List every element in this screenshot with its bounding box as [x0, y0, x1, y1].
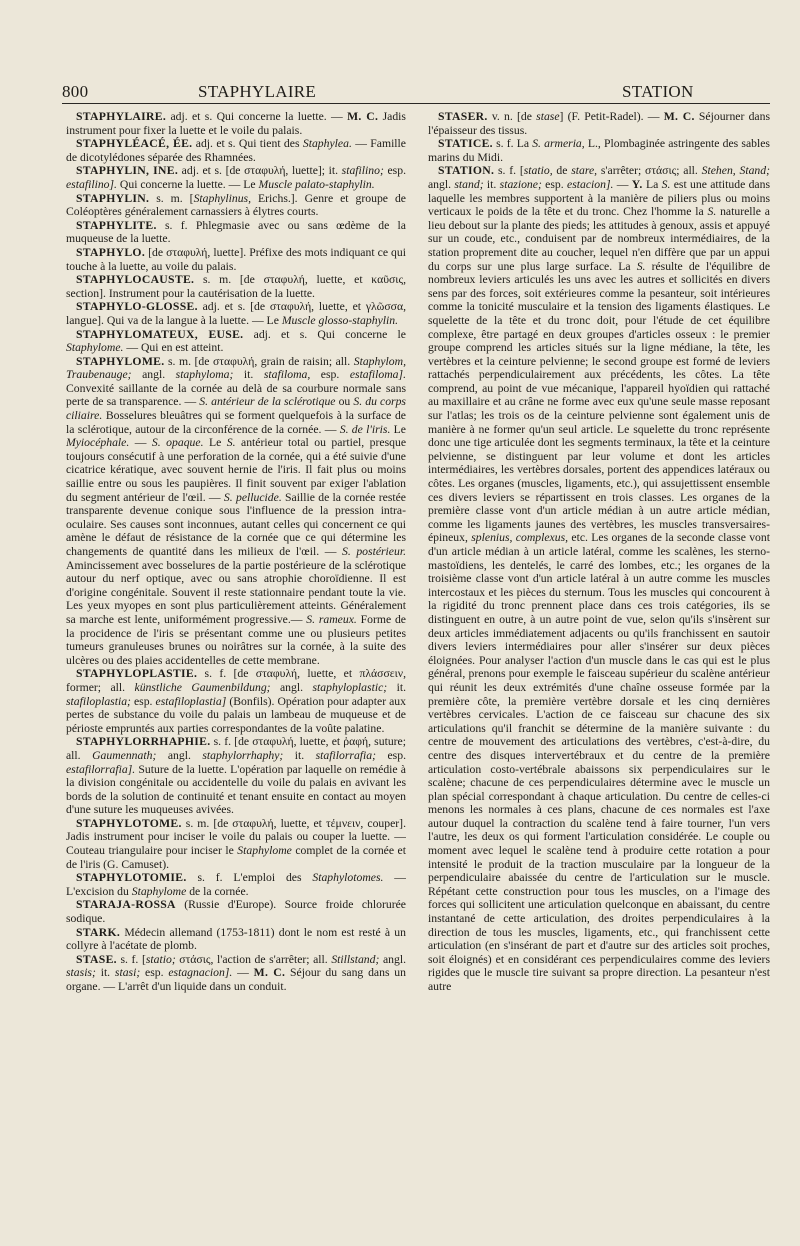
dictionary-entry: [66, 871, 406, 898]
dictionary-entry: [66, 735, 406, 817]
left-column: [66, 110, 406, 1226]
italic-text: statio,: [523, 164, 553, 178]
entry-text: [de σταφυλή, luette]. Préfixe des mots indiquant ce qui touche à la luette, au voile du palais.: [66, 245, 406, 273]
entry-text: Le: [390, 422, 406, 436]
italic-text: Stillstand;: [331, 952, 380, 966]
entry-text: esp.: [130, 694, 156, 708]
entry-text: La: [642, 177, 662, 191]
entry-text: s. m. [de σταφυλή, grain de raisin; all.: [164, 354, 354, 368]
italic-text: staphylorrhaphy;: [202, 748, 284, 762]
italic-text: estafiloma].: [349, 368, 406, 382]
italic-text: S. opaque.: [151, 436, 204, 450]
entry-headword: M. C.: [253, 966, 286, 980]
entry-text: naturelle a lieu debout sur la plante des pieds; les attitudes à genoux, assis et appuyé sur un coude, etc., conduisent par de nombreux intermédiaires, de la station proprement dite au coucher, lequel n'en diffère que par un appui du corps sur une plus large surface. La: [428, 205, 770, 273]
entry-text: s. f. [: [116, 952, 146, 966]
dictionary-entry: [66, 164, 406, 191]
entry-text: s'arrêter; στάσις; all.: [597, 164, 702, 178]
italic-text: Stehen, Stand;: [701, 164, 770, 178]
entry-headword: M. C.: [663, 110, 695, 123]
dictionary-entry: [66, 667, 406, 735]
entry-text: Saillie de la cornée restée transparente devenue conique sous l'influence de la pression intra-oculaire. Ses causes sont inconnues, autant celles qui concernent ce qui amène le défaut de résistance de la cornée que ce qui détermine les changements de quantité dans les milieux de l'œil. —: [66, 490, 406, 558]
entry-text: it.: [95, 966, 115, 980]
dictionary-entry: [66, 137, 406, 164]
entry-text: Forme de la procidence de l'iris se présentant comme une ou plusieurs petites tumeurs granuleuses brunes ou noirâtres sur la cornée, à la suite des ulcères ou des plaies accidentelles de cette membrane.: [66, 612, 406, 667]
entry-text: Le: [203, 436, 227, 450]
entry-text: v. n. [de: [487, 110, 537, 123]
entry-headword: STAPHYLOTOMIE.: [76, 871, 187, 885]
entry-text: ] (F. Petit-Radel). —: [559, 110, 664, 123]
entry-text: est une attitude dans laquelle les membres supportent à la manière de piliers plus ou moins verticaux le poids de la tête et du tronc. Chez l'homme la: [428, 177, 770, 219]
entry-text: Séjour du sang dans un organe. — L'arrêt d'un liquide dans un conduit.: [66, 966, 406, 993]
italic-text: S. de l'iris.: [339, 422, 391, 436]
entry-text: (Russie d'Europe). Source froide chlorurée sodique.: [66, 898, 406, 926]
entry-text: Séjourner dans l'épaisseur des tissus.: [428, 110, 770, 137]
entry-text: angl.: [131, 368, 176, 382]
entry-text: esp.: [310, 368, 350, 382]
entry-text: Médecin allemand (1753-1811) dont le nom est resté à un collyre à l'acétate de plomb.: [66, 925, 406, 953]
italic-text: stand;: [454, 177, 484, 191]
dictionary-entry: [66, 817, 406, 871]
italic-text: stazione;: [499, 177, 542, 191]
entry-text: s. f. [de σταφυλή, luette, et πλάσσειν, former; all.: [66, 667, 406, 694]
entry-text: adj. et s. [de σταφυλή, luette, et γλῶσσα, langue]. Qui va de la langue à la luette. — Le: [66, 300, 406, 327]
entry-text: antérieur total ou partiel, presque toujours consécutif à une perforation de la cornée, qui a été suivie d'une cicatrice kératique, avec souvent hernie de l'iris. Il fait plus ou moins saillie entre ou sous les paupières. Il finit souvent par exiger l'ablation du segment antérieur de l'œil. —: [66, 436, 406, 504]
italic-text: estagnacion].: [168, 966, 233, 980]
entry-text: Bosselures bleuâtres qui se forment quelquefois à la surface de la sclérotique, autour de la circonférence de la cornée. —: [66, 409, 406, 436]
entry-text: angl.: [270, 680, 313, 694]
italic-text: Muscle palato-staphylin.: [258, 177, 375, 191]
entry-headword: STARAJA-ROSSA: [76, 898, 176, 912]
entry-text: esp.: [140, 966, 169, 980]
dictionary-entry: [66, 328, 406, 355]
entry-text: esp.: [383, 164, 406, 178]
entry-text: —: [232, 966, 254, 980]
entry-headword: Y.: [631, 177, 643, 191]
entry-text: it.: [387, 680, 406, 694]
dictionary-entry: [66, 273, 406, 300]
italic-text: Myiocéphale.: [66, 436, 130, 450]
entry-text: adj. et s. Qui tient des: [192, 137, 303, 151]
dictionary-entry: [66, 355, 406, 668]
italic-text: stasi;: [114, 966, 141, 980]
entry-text: s. m. [de σταφυλή, luette, et τέμνειν, couper]. Jadis instrument pour inciser le voile du palais ou couper la luette. — Couteau triangulaire pour inciser le: [66, 816, 406, 858]
italic-text: stafiloplastia;: [66, 694, 131, 708]
italic-text: estafilorrafia].: [66, 762, 136, 776]
entry-text: —: [129, 436, 152, 450]
entry-text: Qui concerne la luette. — Le: [116, 177, 259, 191]
entry-headword: STAPHYLÉACÉ, ÉE.: [76, 137, 193, 151]
entry-text: de la cornée.: [186, 884, 249, 898]
italic-text: Muscle glosso-staphylin.: [281, 313, 399, 327]
dictionary-entry: [66, 192, 406, 219]
entry-headword: STAPHYLAIRE.: [76, 110, 167, 123]
entry-text: (Bonfils). Opération pour adapter aux pertes de substance du voile du palais un lambeau de muqueuse et de périoste empruntés aux parties correspondantes de la voûte palatine.: [66, 694, 406, 735]
entry-text: esp.: [376, 748, 406, 762]
entry-text: — Qui en est atteint.: [123, 341, 224, 355]
entry-headword: STAPHYLOTOME.: [76, 816, 182, 830]
italic-text: S.: [661, 177, 671, 191]
italic-text: Staphylom, Traubenauge;: [66, 354, 406, 382]
entry-text: Suture de la luette. L'opération par laquelle on remédie à la division congénitale ou accidentelle du voile du palais en avivant les bords de la solution de continuité et tenant ensuite en contact au moyen d'une suture les muqueuses avivées.: [66, 762, 406, 817]
entry-text: s. f. [de σταφυλή, luette, et ῥαφή, suture; all.: [66, 735, 406, 762]
entry-text: L., Plombaginée astringente des sables marins du Midi.: [428, 137, 770, 164]
dictionary-entry: [66, 926, 406, 953]
italic-text: Staphylea.: [302, 137, 352, 151]
dictionary-entry: [66, 898, 406, 925]
entry-headword: STAPHYLIN.: [76, 191, 150, 205]
entry-headword: STAPHYLOCAUSTE.: [76, 273, 195, 287]
italic-text: stare,: [571, 164, 598, 178]
dictionary-entry: [66, 219, 406, 246]
italic-text: splenius, complexus,: [471, 531, 569, 545]
italic-text: S. pellucide.: [223, 490, 282, 504]
italic-text: künstliche Gaumenbildung;: [134, 680, 271, 694]
entry-headword: STASE.: [76, 952, 117, 966]
entry-headword: STAPHYLOPLASTIE.: [76, 667, 198, 681]
left-running-title: STAPHYLAIRE: [198, 82, 317, 101]
italic-text: Gaumennath;: [92, 748, 157, 762]
dictionary-entry: [66, 110, 406, 137]
entry-headword: STATION.: [438, 164, 495, 178]
dictionary-entry: [428, 137, 770, 164]
entry-text: angl.: [379, 952, 406, 966]
entry-headword: STAPHYLIN, INE.: [76, 164, 179, 178]
entry-headword: STATICE.: [438, 137, 493, 151]
entry-headword: M. C.: [347, 110, 379, 123]
italic-text: Staphylome.: [66, 341, 124, 355]
italic-text: S. antérieur de la sclérotique: [199, 395, 336, 409]
italic-text: staphyloplastic;: [312, 680, 388, 694]
entry-headword: STAPHYLOME.: [76, 354, 165, 368]
italic-text: S. postérieur.: [341, 545, 406, 558]
entry-text: στάσις, l'action de s'arrêter; all.: [175, 952, 332, 966]
page-number: 800: [62, 82, 89, 101]
entry-headword: STAPHYLORRHAPHIE.: [76, 735, 211, 749]
entry-text: — Famille de dicotylédones séparée des Rhamnées.: [66, 137, 406, 164]
entry-headword: STAPHYLO-GLOSSE.: [76, 300, 198, 314]
italic-text: S.: [226, 436, 236, 450]
entry-text: s. f. La: [492, 137, 533, 151]
italic-text: stafilorrafia;: [315, 748, 377, 762]
entry-text: Erichs.]. Genre et groupe de Coléoptères généralement carnassiers à élytres courts.: [66, 191, 406, 219]
italic-text: S. rameux.: [306, 612, 357, 626]
entry-text: etc. Les organes de la seconde classe vont d'un article médian à un article latéral, comme les scalènes, les sterno-mastoïdiens, les dentelés, le carré des lombes, etc.; les organes de la troisième classe vont d'un article latéral à un autre comme les muscles intercostaux et les pièces du sternum. Tous les muscles qui concourent à la rigidité du tronc prennent place dans ces trois catégories, ils se distinguent en outre, à un autre point de vue, selon qu'ils s'insèrent sur deux articles immédiatement adjacents ou qu'ils franchissent en sautoir divers leviers intermédiaires pour aller s'insérer sur deux pièces éloignées. Pour analyser l'action d'un muscle dans le cas qui est le plus général, prenons pour exemple le faisceau supérieur du scalène antérieur qui réunit les deux extrémités d'une chaîne osseuse formée par la première côte, la première vertèbre dorsale et les cinq dernières vertèbres cervicales. L'action de ce faisceau sur chacune des six articulations qu'il franchit se détermine de la manière suivante : du centre de mouvement des articulations des vertèbres, c'est-à-dire, du centre des disques intervertébraux et du centre de la première articulation costo-vertébrale abaissons six perpendiculaires sur le scalène; chacune de ces perpendiculaires détermine avec le muscle un plan spécial correspondant à chaque articulation. Du centre de celles-ci menons les normales à ces plans, chacune de ces normales est l'axe autour duquel la contraction du scalène tend à faire tourner, l'un vers l'autre, les deux os qui forment l'articulation considérée. Le couple ou moment avec lequel le scalène tend à produire cette rotation a pour intensité le produit de la traction musculaire par la longueur de la perpendiculaire abaissée du centre de l'articulation sur le muscle. Répétant cette construction pour tous les muscles, on a l'image des forces qui sollicitent une articulation quelconque en abaissant, du centre instantané de cette articulation, des droites perpendiculaires à la direction de tous les muscles, ligaments, etc., qui franchissent cette articulation (en s'insérant de part et d'autre sur des articles soit proches, soit éloignés) et en considérant ces perpendiculaires comme des leviers rigides que le muscle tire suivant sa propre direction. La pesanteur n'est autre: [428, 531, 770, 993]
entry-text: it.: [233, 368, 264, 382]
entry-text: esp.: [541, 177, 568, 191]
entry-text: de: [552, 164, 572, 178]
italic-text: Staphylinus,: [193, 191, 252, 205]
italic-text: stafiloma,: [263, 368, 311, 382]
entry-text: it.: [283, 748, 316, 762]
entry-headword: STAPHYLO.: [76, 245, 146, 259]
entry-text: adj. et s. Qui concerne la luette. —: [166, 110, 348, 123]
entry-headword: STAPHYLITE.: [76, 218, 157, 232]
entry-text: angl.: [428, 177, 455, 191]
dictionary-entry: [66, 953, 406, 994]
italic-text: S. armeria,: [532, 137, 585, 151]
italic-text: stafilino;: [341, 164, 384, 178]
entry-text: s. f. [: [494, 164, 524, 178]
italic-text: estafiloplastia]: [155, 694, 227, 708]
italic-text: statio;: [145, 952, 176, 966]
italic-text: S.: [636, 259, 646, 273]
entry-text: s. f. L'emploi des: [186, 871, 313, 885]
entry-text: résulte de l'équilibre de nombreux leviers articulés les uns avec les autres et sollicités en divers sens par des forces, soit extérieures comme la pesanteur, soit intérieures comme la tonicité musculaire et la tension des ligaments élastiques. Le squelette de la tête et du tronc doit, pour l'étude de cet équilibre complexe, être partagé en deux groupes d'articles osseux : le premier groupe comprend les articles situés sur la ligne médiane, la tête, les vertèbres et la ceinture pelvienne; le second groupe est formé de leviers rattachés perpendiculairement aux précédents, les côtes. La tête comprend, au point de vue mécanique, l'appareil hyoïdien qui rattaché au maxillaire et au crâne ne forme avec eux qu'une seule masse reposant sur l'atlas; les trois os de la ceinture pelvienne sont également unis de manière à ne former qu'un seul article. Le squelette du tronc représente donc une tige articulée dont les segments terminaux, la tête et la ceinture pelvienne, se distinguent par leur volume et dont les articles intermédiaires, les vertèbres dorsales, portent des appendices latéraux ou côtes. Les organes (muscles, ligaments, etc.), qui assujettissent ensemble ces divers leviers se répartissent en trois classes. Les organes de la première classe vont d'un article médian à un autre article médian, comme les ligaments jaunes des vertèbres, les muscles transversaires-épineux,: [428, 259, 770, 545]
entry-headword: STAPHYLOMATEUX, EUSE.: [76, 327, 244, 341]
entry-text: angl.: [156, 748, 203, 762]
header-rule: [62, 103, 770, 104]
italic-text: stasis;: [66, 966, 96, 980]
entry-text: s. f. Phlegmasie avec ou sans œdème de la muqueuse de la luette.: [66, 218, 406, 246]
dictionary-entry: [66, 300, 406, 327]
dictionary-entry: [66, 246, 406, 273]
entry-headword: STARK.: [76, 925, 121, 939]
right-column: [428, 110, 770, 1226]
running-header: [62, 80, 772, 104]
italic-text: Staphylome: [131, 884, 187, 898]
italic-text: stase: [536, 110, 560, 123]
italic-text: estacion].: [567, 177, 614, 191]
italic-text: estafilino].: [66, 177, 117, 191]
entry-text: s. m. [: [149, 191, 194, 205]
entry-text: Jadis instrument pour fixer la luette et le voile du palais.: [66, 110, 406, 137]
italic-text: Staphylotomes.: [312, 871, 384, 885]
entry-headword: STASER.: [438, 110, 488, 123]
entry-text: —: [613, 177, 632, 191]
italic-text: Staphylome: [237, 844, 292, 858]
italic-text: S.: [707, 205, 717, 219]
dictionary-entry: [428, 164, 770, 993]
entry-text: it.: [483, 177, 500, 191]
italic-text: S. du corps ciliaire.: [66, 395, 406, 423]
entry-text: adj. et s. Qui concerne le: [243, 327, 406, 341]
entry-text: Amincissement avec bosselures de la partie postérieure de la sclérotique autour du nerf optique, avec ou sans atrophie choroïdienne. Il est d'origine congénitale. Souvent il reste stationnaire pendant toute la vie. Les yeux myopes en sont plus particulièrement atteints. Généralement sa marche est lente, uniformément progressive.—: [66, 558, 406, 626]
entry-text: adj. et s. [de σταφυλή, luette]; it.: [178, 164, 342, 178]
entry-text: ou: [335, 395, 354, 409]
entry-text: complet de la cornée et de l'iris (G. Camuset).: [66, 844, 406, 871]
italic-text: staphyloma;: [175, 368, 234, 382]
dictionary-entry: [428, 110, 770, 137]
entry-text: Convexité saillante de la cornée au delà de sa courbure normale sans perte de sa transparence. —: [66, 381, 406, 409]
entry-text: s. m. [de σταφυλή, luette, et καῦσις, section]. Instrument pour la cautérisation de la luette.: [66, 273, 406, 300]
right-running-title: STATION: [622, 82, 694, 101]
entry-text: — L'excision du: [66, 871, 406, 898]
